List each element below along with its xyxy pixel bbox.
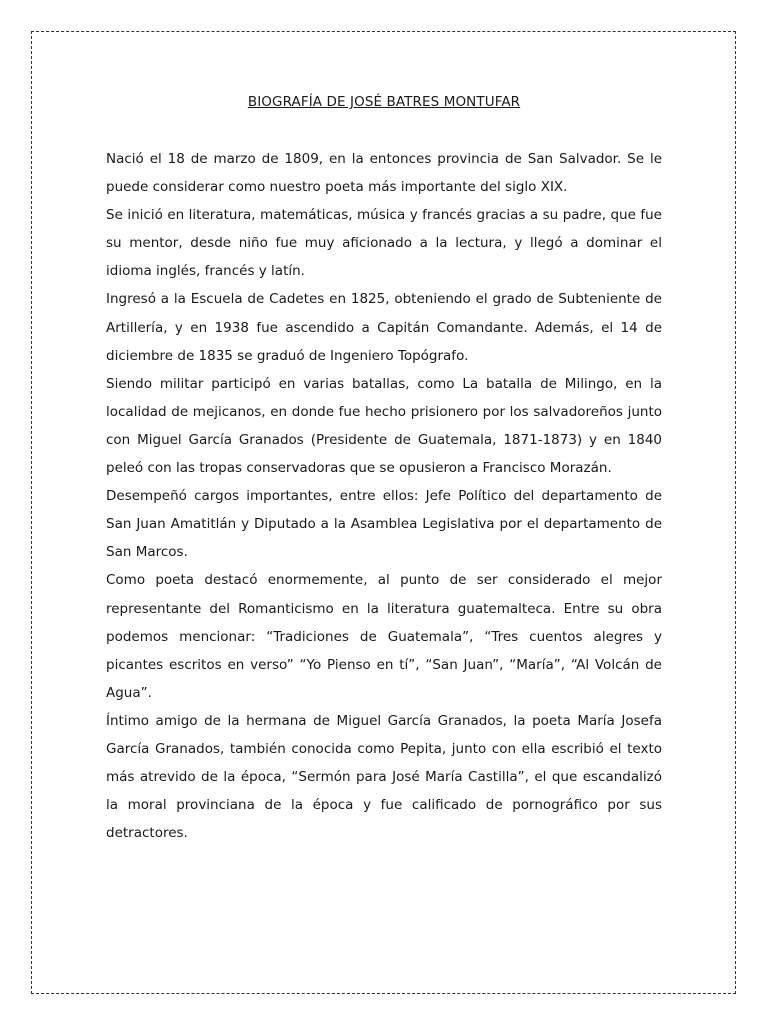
paragraph-positions: Desempeñó cargos importantes, entre ellos: Jefe Político del departamento de San Juan Amatitlán y Diputado a la Asamblea Legislativa por el departamento de San Marcos. — [106, 488, 662, 561]
paragraph-military: Siendo militar participó en varias batallas, como La batalla de Milingo, en la localidad de mejicanos, en donde fue hecho prisionero por los salvadoreños junto con Miguel García Granados (Presidente de Guatemala, 1871-1873) y en 1840 peleó con las tropas conservadoras que se opusieron a Francisco Morazán. — [106, 375, 662, 477]
document-body — [106, 145, 662, 847]
paragraph-friendship: Íntimo amigo de la hermana de Miguel García Granados, la poeta María Josefa García Granados, también conocida como Pepita, junto con ella escribió el texto más atrevido de la época, “Sermón para José María Castilla”, el que escandalizó la moral provinciana de la época y fue calificado de pornográfico por sus detractores. — [106, 712, 662, 842]
document-title: BIOGRAFÍA DE JOSÉ BATRES MONTUFAR — [247, 94, 521, 110]
paragraph-education: Se inició en literatura, matemáticas, música y francés gracias a su padre, que fue su mentor, desde niño fue muy aficionado a la lectura, y llegó a dominar el idioma inglés, francés y latín. — [106, 207, 662, 280]
paragraph-cadets: Ingresó a la Escuela de Cadetes en 1825, obteniendo el grado de Subteniente de Artillería, y en 1938 fue ascendido a Capitán Comandante. Además, el 14 de diciembre de 1835 se graduó de Ingeniero Topógrafo. — [106, 291, 662, 364]
paragraph-birth: Nació el 18 de marzo de 1809, en la entonces provincia de San Salvador. Se le puede considerar como nuestro poeta más importante del siglo XIX. — [106, 151, 662, 196]
paragraph-poet: Como poeta destacó enormemente, al punto de ser considerado el mejor representante del Romanticismo en la literatura guatemalteca. Entre su obra podemos mencionar: “Tradiciones de Guatemala”, “Tres cuentos alegres y picantes escritos en verso” “Yo Pienso en tí”, “San Juan”, “María”, “Al Volcán de Agua”. — [106, 572, 662, 701]
